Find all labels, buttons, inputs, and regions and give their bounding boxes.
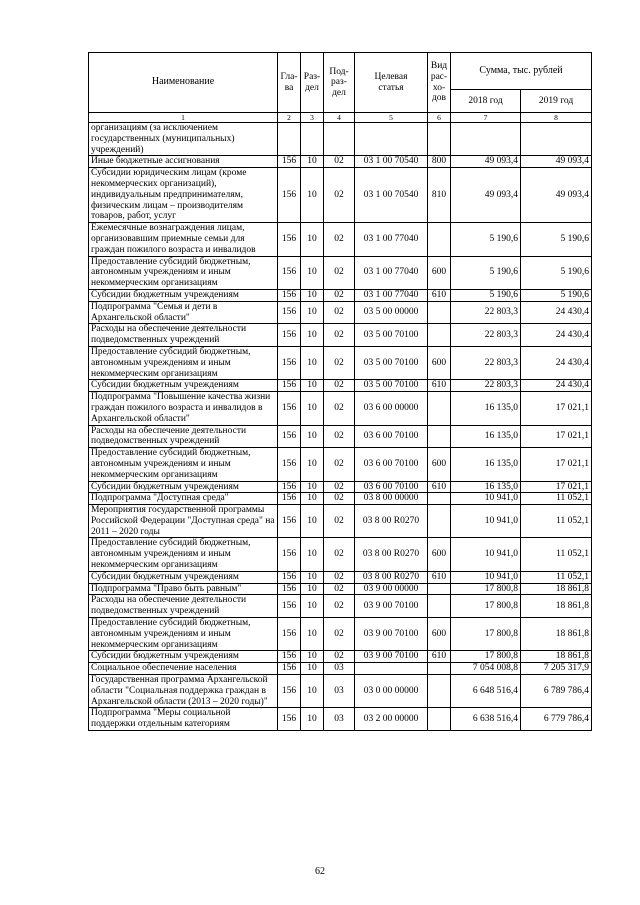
row-vid [428, 675, 451, 708]
row-vid: 610 [428, 571, 451, 583]
row-podrazdel: 02 [324, 583, 355, 595]
table-row [89, 223, 592, 256]
row-razdel: 10 [301, 448, 324, 481]
budget-table [88, 52, 592, 731]
column-number: 2 [278, 113, 301, 123]
column-number: 3 [301, 113, 324, 123]
table-row [89, 448, 592, 481]
row-vid [428, 324, 451, 347]
table-row [89, 708, 592, 731]
row-razdel: 10 [301, 595, 324, 618]
row-razdel: 10 [301, 618, 324, 651]
row-podrazdel: 02 [324, 448, 355, 481]
row-vid: 800 [428, 156, 451, 168]
row-name: Мероприятия государственной программы Российской Федерации "Доступная среда" на 2011 – 2020 годы [89, 505, 278, 538]
row-target: 03 0 00 00000 [355, 675, 428, 708]
row-target [355, 663, 428, 675]
row-razdel: 10 [301, 289, 324, 301]
row-target: 03 1 00 77040 [355, 256, 428, 289]
row-name: Социальное обеспечение населения [89, 663, 278, 675]
table-row [89, 618, 592, 651]
row-vid: 600 [428, 618, 451, 651]
row-sum-2018: 16 135,0 [451, 392, 521, 425]
row-sum-2019: 24 430,4 [521, 380, 592, 392]
row-vid [428, 493, 451, 505]
row-podrazdel: 02 [324, 301, 355, 324]
row-sum-2018: 10 941,0 [451, 505, 521, 538]
row-razdel: 10 [301, 571, 324, 583]
row-razdel: 10 [301, 346, 324, 379]
row-sum-2019: 5 190,6 [521, 223, 592, 256]
row-name: Предоставление субсидий бюджетным, автономным учреждениям и иным некоммерческим организациям [89, 448, 278, 481]
table-row [89, 493, 592, 505]
row-name: Расходы на обеспечение деятельности подведомственных учреждений [89, 425, 278, 448]
row-glava: 156 [278, 324, 301, 347]
row-podrazdel: 02 [324, 223, 355, 256]
row-target: 03 5 00 00000 [355, 301, 428, 324]
row-razdel: 10 [301, 663, 324, 675]
table-row [89, 595, 592, 618]
table-row [89, 425, 592, 448]
row-name: Подпрограмма "Право быть равным" [89, 583, 278, 595]
row-sum-2018: 22 803,3 [451, 346, 521, 379]
row-vid [428, 392, 451, 425]
row-name: Расходы на обеспечение деятельности подведомственных учреждений [89, 324, 278, 347]
row-glava: 156 [278, 392, 301, 425]
row-podrazdel: 02 [324, 168, 355, 223]
row-name: Расходы на обеспечение деятельности подведомственных учреждений [89, 595, 278, 618]
row-podrazdel: 02 [324, 346, 355, 379]
row-target: 03 9 00 70100 [355, 618, 428, 651]
column-number: 6 [428, 113, 451, 123]
column-number-row [89, 113, 592, 123]
row-glava: 156 [278, 425, 301, 448]
row-glava: 156 [278, 663, 301, 675]
row-sum-2018: 16 135,0 [451, 448, 521, 481]
row-glava [278, 123, 301, 156]
row-sum-2018: 22 803,3 [451, 324, 521, 347]
row-sum-2019: 18 861,8 [521, 651, 592, 663]
row-target [355, 123, 428, 156]
table-row [89, 324, 592, 347]
table-row [89, 380, 592, 392]
row-podrazdel: 02 [324, 392, 355, 425]
row-vid [428, 425, 451, 448]
row-razdel: 10 [301, 481, 324, 493]
row-razdel: 10 [301, 538, 324, 571]
row-vid [428, 708, 451, 731]
row-razdel: 10 [301, 324, 324, 347]
row-vid: 600 [428, 448, 451, 481]
table-row [89, 168, 592, 223]
row-sum-2018: 5 190,6 [451, 289, 521, 301]
row-glava: 156 [278, 583, 301, 595]
row-podrazdel: 02 [324, 493, 355, 505]
row-podrazdel [324, 123, 355, 156]
row-razdel: 10 [301, 168, 324, 223]
row-glava: 156 [278, 618, 301, 651]
row-sum-2019: 24 430,4 [521, 301, 592, 324]
table-row [89, 301, 592, 324]
row-glava: 156 [278, 595, 301, 618]
row-target: 03 6 00 70100 [355, 481, 428, 493]
row-vid: 600 [428, 256, 451, 289]
column-number: 8 [521, 113, 592, 123]
header-glava: Гла- ва [278, 53, 301, 113]
row-razdel: 10 [301, 301, 324, 324]
row-vid: 600 [428, 538, 451, 571]
row-name: Государственная программа Архангельской области "Социальная поддержка граждан в Архангельской области (2013 – 2020 годы)" [89, 675, 278, 708]
row-sum-2019 [521, 123, 592, 156]
row-target: 03 1 00 77040 [355, 289, 428, 301]
table-row [89, 289, 592, 301]
header-vid: Вид рас- хо- дов [428, 53, 451, 113]
row-name: Подпрограмма "Доступная среда" [89, 493, 278, 505]
row-podrazdel: 02 [324, 571, 355, 583]
row-name: Предоставление субсидий бюджетным, автономным учреждениям и иным некоммерческим организациям [89, 346, 278, 379]
page-number: 62 [315, 866, 325, 877]
table-row [89, 156, 592, 168]
row-vid: 610 [428, 651, 451, 663]
table-row [89, 663, 592, 675]
row-name: Предоставление субсидий бюджетным, автономным учреждениям и иным некоммерческим организациям [89, 618, 278, 651]
row-glava: 156 [278, 223, 301, 256]
row-podrazdel: 02 [324, 595, 355, 618]
table-row [89, 538, 592, 571]
row-glava: 156 [278, 168, 301, 223]
row-vid [428, 583, 451, 595]
row-sum-2019: 24 430,4 [521, 324, 592, 347]
row-podrazdel: 03 [324, 708, 355, 731]
row-target: 03 5 00 70100 [355, 324, 428, 347]
row-vid [428, 301, 451, 324]
row-sum-2018: 49 093,4 [451, 168, 521, 223]
row-glava: 156 [278, 380, 301, 392]
row-target: 03 1 00 70540 [355, 168, 428, 223]
row-podrazdel: 02 [324, 651, 355, 663]
row-podrazdel: 03 [324, 675, 355, 708]
row-glava: 156 [278, 493, 301, 505]
row-sum-2019: 11 052,1 [521, 571, 592, 583]
table-row [89, 392, 592, 425]
table-row [89, 505, 592, 538]
row-sum-2018: 16 135,0 [451, 481, 521, 493]
row-target: 03 9 00 00000 [355, 583, 428, 595]
row-razdel: 10 [301, 256, 324, 289]
row-sum-2018: 17 800,8 [451, 595, 521, 618]
header-row-top [89, 53, 592, 90]
row-target: 03 1 00 70540 [355, 156, 428, 168]
row-glava: 156 [278, 481, 301, 493]
table-row [89, 346, 592, 379]
row-razdel: 10 [301, 223, 324, 256]
row-name: Субсидии бюджетным учреждениям [89, 380, 278, 392]
row-glava: 156 [278, 448, 301, 481]
row-glava: 156 [278, 571, 301, 583]
row-razdel: 10 [301, 651, 324, 663]
row-podrazdel: 02 [324, 156, 355, 168]
row-sum-2019: 11 052,1 [521, 538, 592, 571]
row-name: Субсидии бюджетным учреждениям [89, 289, 278, 301]
row-razdel: 10 [301, 156, 324, 168]
row-target: 03 8 00 00000 [355, 493, 428, 505]
row-target: 03 9 00 70100 [355, 651, 428, 663]
column-number: 4 [324, 113, 355, 123]
header-2019: 2019 год [521, 90, 592, 113]
row-podrazdel: 02 [324, 324, 355, 347]
row-sum-2018: 17 800,8 [451, 651, 521, 663]
row-podrazdel: 02 [324, 538, 355, 571]
header-target: Целевая статья [355, 53, 428, 113]
row-sum-2019: 11 052,1 [521, 493, 592, 505]
column-number: 7 [451, 113, 521, 123]
row-sum-2018: 10 941,0 [451, 493, 521, 505]
row-target: 03 2 00 00000 [355, 708, 428, 731]
row-vid [428, 505, 451, 538]
row-glava: 156 [278, 346, 301, 379]
row-sum-2019: 24 430,4 [521, 346, 592, 379]
header-2018: 2018 год [451, 90, 521, 113]
row-podrazdel: 02 [324, 380, 355, 392]
row-razdel: 10 [301, 380, 324, 392]
table-row [89, 571, 592, 583]
row-sum-2018: 17 800,8 [451, 583, 521, 595]
row-vid [428, 595, 451, 618]
row-sum-2018: 22 803,3 [451, 301, 521, 324]
row-sum-2019: 17 021,1 [521, 392, 592, 425]
row-glava: 156 [278, 505, 301, 538]
row-target: 03 9 00 70100 [355, 595, 428, 618]
row-sum-2019: 5 190,6 [521, 289, 592, 301]
row-name: Предоставление субсидий бюджетным, автономным учреждениям и иным некоммерческим организациям [89, 256, 278, 289]
row-glava: 156 [278, 301, 301, 324]
row-vid: 610 [428, 380, 451, 392]
row-name: Ежемесячные вознаграждения лицам, организовавшим приемные семьи для граждан пожилого возраста и инвалидов [89, 223, 278, 256]
header-sum: Сумма, тыс. рублей [451, 53, 592, 90]
row-sum-2018: 6 648 516,4 [451, 675, 521, 708]
row-podrazdel: 02 [324, 289, 355, 301]
row-sum-2019: 18 861,8 [521, 618, 592, 651]
row-target: 03 6 00 00000 [355, 392, 428, 425]
row-name: Субсидии бюджетным учреждениям [89, 481, 278, 493]
row-sum-2019: 49 093,4 [521, 156, 592, 168]
row-name: Субсидии юридическим лицам (кроме некоммерческих организаций), индивидуальным предпринимателям, физическим лицам – производителям товаров, работ, услуг [89, 168, 278, 223]
row-glava: 156 [278, 289, 301, 301]
row-podrazdel: 02 [324, 618, 355, 651]
row-sum-2019: 7 205 317,9 [521, 663, 592, 675]
row-name: Субсидии бюджетным учреждениям [89, 571, 278, 583]
row-vid: 810 [428, 168, 451, 223]
row-razdel: 10 [301, 583, 324, 595]
row-target: 03 6 00 70100 [355, 425, 428, 448]
row-razdel: 10 [301, 505, 324, 538]
row-razdel: 10 [301, 392, 324, 425]
row-glava: 156 [278, 156, 301, 168]
row-sum-2019: 6 789 786,4 [521, 675, 592, 708]
row-vid: 610 [428, 289, 451, 301]
row-razdel [301, 123, 324, 156]
row-vid [428, 663, 451, 675]
row-podrazdel: 02 [324, 481, 355, 493]
header-razdel: Раз- дел [301, 53, 324, 113]
row-glava: 156 [278, 675, 301, 708]
row-sum-2019: 49 093,4 [521, 168, 592, 223]
row-sum-2019: 17 021,1 [521, 481, 592, 493]
row-vid: 600 [428, 346, 451, 379]
row-vid [428, 123, 451, 156]
row-glava: 156 [278, 708, 301, 731]
row-sum-2018: 7 054 008,8 [451, 663, 521, 675]
row-razdel: 10 [301, 675, 324, 708]
row-sum-2019: 18 861,8 [521, 583, 592, 595]
row-target: 03 5 00 70100 [355, 380, 428, 392]
table-row [89, 123, 592, 156]
row-sum-2018: 5 190,6 [451, 256, 521, 289]
table-row [89, 481, 592, 493]
row-sum-2018: 6 638 516,4 [451, 708, 521, 731]
table-row [89, 651, 592, 663]
row-podrazdel: 02 [324, 425, 355, 448]
row-sum-2018 [451, 123, 521, 156]
header-podrazdel: Под- раз- дел [324, 53, 355, 113]
row-target: 03 8 00 R0270 [355, 505, 428, 538]
row-podrazdel: 03 [324, 663, 355, 675]
row-sum-2018: 49 093,4 [451, 156, 521, 168]
row-target: 03 8 00 R0270 [355, 538, 428, 571]
row-vid [428, 223, 451, 256]
row-razdel: 10 [301, 493, 324, 505]
row-target: 03 6 00 70100 [355, 448, 428, 481]
row-sum-2019: 17 021,1 [521, 425, 592, 448]
row-sum-2019: 5 190,6 [521, 256, 592, 289]
row-sum-2018: 17 800,8 [451, 618, 521, 651]
row-sum-2019: 18 861,8 [521, 595, 592, 618]
row-name: Иные бюджетные ассигнования [89, 156, 278, 168]
row-sum-2018: 16 135,0 [451, 425, 521, 448]
row-podrazdel: 02 [324, 505, 355, 538]
row-sum-2019: 17 021,1 [521, 448, 592, 481]
row-sum-2018: 22 803,3 [451, 380, 521, 392]
row-sum-2019: 11 052,1 [521, 505, 592, 538]
row-sum-2018: 10 941,0 [451, 571, 521, 583]
row-name: Подпрограмма "Меры социальной поддержки отдельным категориям [89, 708, 278, 731]
table-row [89, 583, 592, 595]
column-number: 5 [355, 113, 428, 123]
row-name: Предоставление субсидий бюджетным, автономным учреждениям и иным некоммерческим организациям [89, 538, 278, 571]
row-glava: 156 [278, 651, 301, 663]
row-target: 03 1 00 77040 [355, 223, 428, 256]
row-glava: 156 [278, 256, 301, 289]
row-podrazdel: 02 [324, 256, 355, 289]
header-name: Наименование [89, 53, 278, 113]
row-name: Подпрограмма "Повышение качества жизни граждан пожилого возраста и инвалидов в Архангельской области" [89, 392, 278, 425]
table-row [89, 675, 592, 708]
row-razdel: 10 [301, 708, 324, 731]
row-glava: 156 [278, 538, 301, 571]
row-sum-2019: 6 779 786,4 [521, 708, 592, 731]
row-sum-2018: 5 190,6 [451, 223, 521, 256]
row-vid: 610 [428, 481, 451, 493]
row-target: 03 5 00 70100 [355, 346, 428, 379]
row-name: организациям (за исключением государственных (муниципальных) учреждений) [89, 123, 278, 156]
table-row [89, 256, 592, 289]
column-number: 1 [89, 113, 278, 123]
row-sum-2018: 10 941,0 [451, 538, 521, 571]
row-name: Субсидии бюджетным учреждениям [89, 651, 278, 663]
row-razdel: 10 [301, 425, 324, 448]
table-body [89, 123, 592, 731]
row-name: Подпрограмма "Семья и дети в Архангельской области" [89, 301, 278, 324]
row-target: 03 8 00 R0270 [355, 571, 428, 583]
